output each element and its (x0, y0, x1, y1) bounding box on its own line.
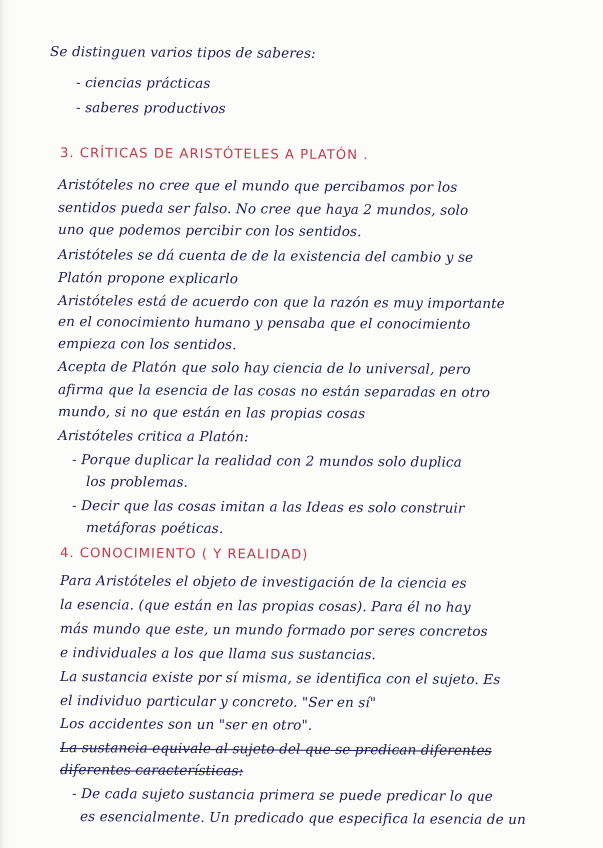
text-line: uno que podemos percibir con los sentidos. (57, 222, 362, 241)
text-line: mundo, si no que están en las propias cosas (57, 404, 366, 423)
list-item-continuation: metáforas poéticas. (85, 520, 224, 537)
struck-text-line: La sustancia equivale al sujeto del que se predican diferentes (59, 740, 492, 760)
text-line: Aristóteles no cree que el mundo que percibamos por los (57, 177, 458, 196)
text-line: Los accidentes son un "ser en otro". (59, 716, 313, 734)
list-item: - ciencias prácticas (75, 75, 211, 92)
text-line: la esencia. (que están en las propias cosas). Para él no hay (59, 597, 471, 616)
list-item-continuation: es esencialmente. Un predicado que especifica la esencia de un (79, 809, 526, 829)
section-heading-3: 3. CRÍTICAS DE ARISTÓTELES A PLATÓN . (59, 146, 369, 164)
page-edge (0, 0, 6, 848)
text-line: Se distinguen varios tipos de saberes: (49, 44, 316, 62)
list-item-continuation: los problemas. (85, 474, 189, 491)
text-line: Acepta de Platón que solo hay ciencia de lo universal, pero (57, 359, 471, 378)
text-line: afirma que la esencia de las cosas no están separadas en otro (57, 382, 491, 402)
text-line: Para Aristóteles el objeto de investigación de la ciencia es (59, 573, 467, 592)
text-line: Aristóteles critica a Platón: (57, 428, 249, 446)
struck-text-line: diferentes características: (59, 762, 244, 780)
text-line: más mundo que este, un mundo formado por seres concretos (59, 621, 488, 640)
text-line: e individuales a los que llama sus sustancias. (59, 645, 377, 664)
list-item: - Porque duplicar la realidad con 2 mundos solo duplica (71, 452, 462, 471)
text-line: en el conocimiento humano y pensaba que el conocimiento (57, 314, 471, 333)
text-line-with-strikethrough: Platón propone explicarlo (57, 270, 239, 288)
text-line: Aristóteles se dá cuenta de de la existencia del cambio y se (57, 247, 474, 266)
text-line: sentidos pueda ser falso. No cree que haya 2 mundos, solo (57, 200, 469, 219)
list-item: - De cada sujeto sustancia primera se puede predicar lo que (71, 786, 493, 805)
text-line: La sustancia existe por sí misma, se identifica con el sujeto. Es (59, 669, 501, 689)
text-line: empieza con los sentidos. (57, 336, 237, 354)
section-heading-4: 4. CONOCIMIENTO ( Y REALIDAD) (59, 546, 309, 563)
text-line: Aristóteles está de acuerdo con que la razón es muy importante (57, 293, 505, 313)
text-line: el individuo particular y concreto. "Ser en sí" (59, 693, 377, 712)
list-item: - Decir que las cosas imitan a las Ideas es solo construir (71, 498, 465, 517)
list-item: - saberes productivos (75, 100, 226, 118)
